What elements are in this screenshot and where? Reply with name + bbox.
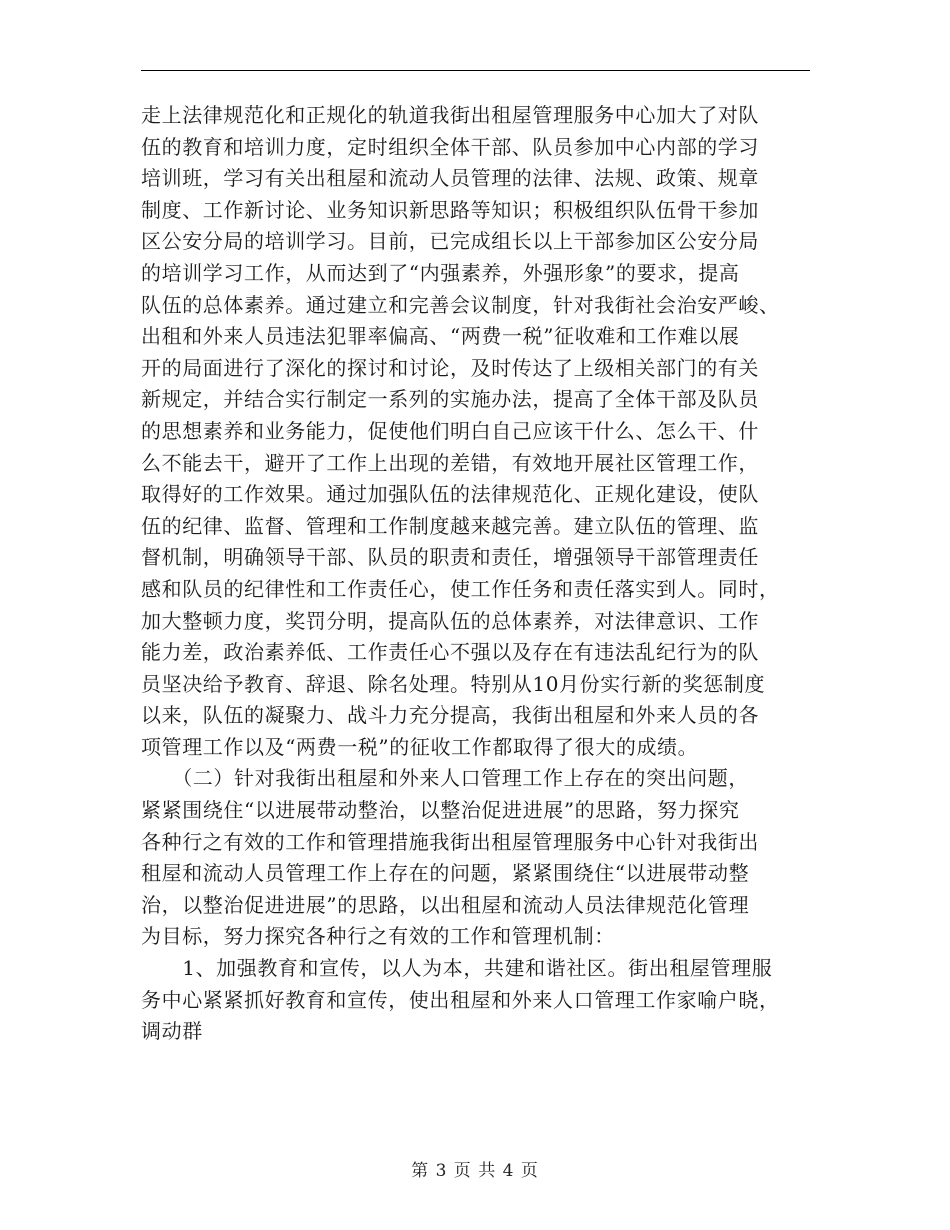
text-line: 治，以整治促进进展”的思路，以出租屋和流动人员法律规范化管理 — [141, 892, 750, 917]
text-line: 督机制，明确领导干部、队员的职责和责任，增强领导干部管理责任 — [141, 545, 759, 570]
text-line: 区公安分局的培训学习。目前，已完成组长以上干部参加区公安分局 — [141, 229, 759, 254]
text-line: 调动群 — [141, 1019, 203, 1044]
text-line: 租屋和流动人员管理工作上存在的问题，紧紧围绕住“以进展带动整 — [141, 861, 750, 886]
text-line: 走上法律规范化和正规化的轨道我街出租屋管理服务中心加大了对队 — [141, 103, 759, 127]
section-heading-line: （二）针对我街出租屋和外来人口管理工作上存在的突出问题， — [141, 766, 749, 791]
text-line: 出租和外来人员违法犯罪率偏高、“两费一税”征收难和工作难以展 — [141, 324, 740, 349]
text-line: 员坚决给予教育、辞退、除名处理。特别从10月份实行新的奖惩制度 — [141, 671, 766, 696]
text-line: 取得好的工作效果。通过加强队伍的法律规范化、正规化建设，使队 — [141, 482, 759, 507]
text-line: 么不能去干，避开了工作上出现的差错，有效地开展社区管理工作， — [141, 450, 759, 475]
text-line: 为目标，努力探究各种行之有效的工作和管理机制： — [141, 924, 615, 949]
text-line: 新规定，并结合实行制定一系列的实施办法，提高了全体干部及队员 — [141, 387, 759, 412]
text-line: 感和队员的纪律性和工作责任心，使工作任务和责任落实到人。同时， — [141, 576, 780, 601]
text-line: 以来，队伍的凝聚力、战斗力充分提高，我街出租屋和外来人员的各 — [141, 703, 759, 728]
text-line: 的思想素养和业务能力，促使他们明白自己应该干什么、怎么干、什 — [141, 418, 759, 443]
text-line: 能力差，政治素养低、工作责任心不强以及存在有违法乱纪行为的队 — [141, 640, 759, 665]
text-line: 务中心紧紧抓好教育和宣传，使出租屋和外来人口管理工作家喻户晓， — [141, 987, 780, 1012]
text-line: 开的局面进行了深化的探讨和讨论，及时传达了上级相关部门的有关 — [141, 355, 759, 380]
text-line: 制度、工作新讨论、业务知识新思路等知识；积极组织队伍骨干参加 — [141, 197, 759, 222]
text-line: 各种行之有效的工作和管理措施我街出租屋管理服务中心针对我街出 — [141, 829, 759, 854]
numbered-item-line: 1、加强教育和宣传，以人为本，共建和谐社区。街出租屋管理服 — [141, 956, 773, 981]
document-body — [141, 100, 810, 1048]
text-line: 的培训学习工作，从而达到了“内强素养，外强形象”的要求，提高 — [141, 260, 740, 285]
text-line: 加大整顿力度，奖罚分明，提高队伍的总体素养，对法律意识、工作 — [141, 608, 759, 633]
page-number-footer: 第 3 页 共 4 页 — [411, 1161, 539, 1181]
text-line: 队伍的总体素养。通过建立和完善会议制度，针对我街社会治安严峻、 — [141, 292, 780, 317]
text-line: 伍的教育和培训力度，定时组织全体干部、队员参加中心内部的学习 — [141, 134, 759, 159]
text-line: 培训班，学习有关出租屋和流动人员管理的法律、法规、政策、规章 — [141, 166, 759, 191]
text-line: 紧紧围绕住“以进展带动整治，以整治促进进展”的思路，努力探究 — [141, 798, 740, 823]
header-rule — [141, 70, 810, 71]
text-line: 伍的纪律、监督、管理和工作制度越来越完善。建立队伍的管理、监 — [141, 513, 759, 538]
text-line: 项管理工作以及“两费一税”的征收工作都取得了很大的成绩。 — [141, 734, 699, 759]
